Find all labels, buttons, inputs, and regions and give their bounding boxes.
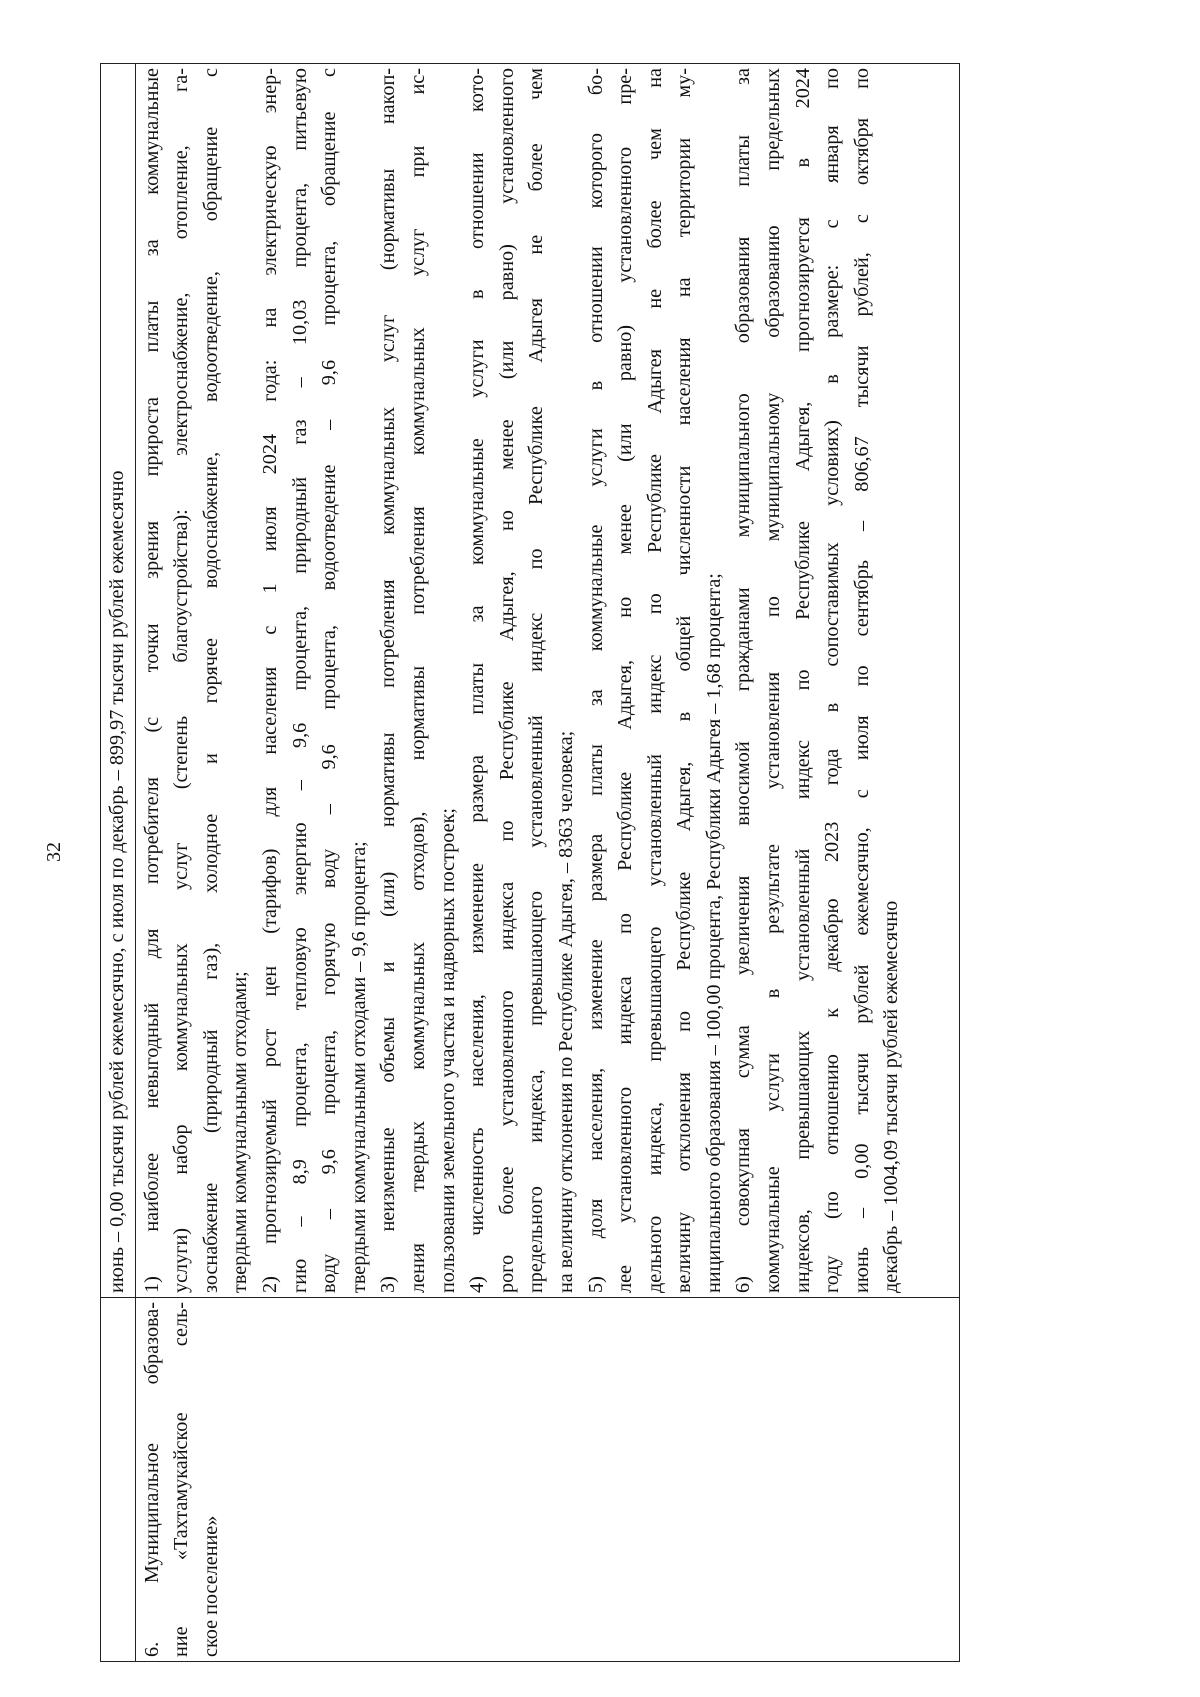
- continuation-text: июнь – 0,00 тысячи рублей ежемесячно, с июля по декабрь – 899,97 тысячи рублей ежемесячно: [106, 470, 128, 1293]
- content-line: твердыми коммунальными отходами;: [229, 971, 252, 1293]
- content-line: ниципального образования – 100,00 процента, Республики Адыгея – 1,68 процента;: [702, 573, 725, 1293]
- content-line: 6) совокупная сумма увеличения вносимой гражданами муниципального образования платы за: [732, 68, 755, 1293]
- table-row-continuation: [101, 64, 136, 1662]
- content-line: 3) неизменные объемы и (или) нормативы потребления коммунальных услуг (нормативы накоп-: [377, 68, 400, 1293]
- content-line: зоснабжение (природный газ), холодное и горячее водоснабжение, водоотведение, обращение с: [199, 68, 222, 1293]
- content-line: 2) прогнозируемый рост цен (тарифов) для населения с 1 июля 2024 года: на электрическую энер-: [258, 68, 281, 1293]
- content-line: предельного индекса, превышающего установленный индекс по Республике Адыгея не более чем: [525, 68, 548, 1293]
- content-line: рого более установленного индекса по Республике Адыгея, но менее (или равно) установленного: [495, 68, 518, 1293]
- rotated-table-container: [100, 64, 960, 1662]
- page-number: 32: [43, 842, 65, 862]
- municipality-line: ское поселение»: [199, 1515, 222, 1657]
- data-table: [100, 63, 960, 1662]
- content-line: пользовании земельного участка и надворных построек;: [436, 807, 459, 1293]
- content-line: индексов, превышающих установленный индекс по Республике Адыгея, прогнозируется в 2024: [791, 68, 814, 1293]
- content-line: 1) наиболее невыгодный для потребителя (с точки зрения прироста платы за коммунальные: [140, 68, 163, 1293]
- content-line: на величину отклонения по Республике Адыгея, – 8363 человека;: [554, 730, 577, 1293]
- table-row: [135, 64, 959, 1662]
- municipality-line: ние «Тахтамукайское сель-: [170, 1302, 193, 1657]
- content-line: 5) доля населения, изменение размера платы за коммунальные услуги в отношении которого бо-: [584, 68, 607, 1293]
- municipality-line: 6. Муниципальное образова-: [140, 1302, 163, 1657]
- content-cell: [135, 64, 959, 1298]
- content-line: июнь – 0,00 тысячи рублей ежемесячно, с июля по сентябрь – 806,67 тысячи рублей, с октября по: [850, 68, 873, 1293]
- content-line: 4) численность населения, изменение размера платы за коммунальные услуги в отношении кото-: [466, 68, 489, 1293]
- content-line: твердыми коммунальными отходами – 9,6 процента;: [347, 841, 370, 1293]
- content-line: воду – 9,6 процента, горячую воду – 9,6 процента, водоотведение – 9,6 процента, обращение с: [318, 68, 341, 1293]
- table-cell-empty: [101, 1298, 136, 1662]
- table-cell-continuation: [101, 64, 136, 1298]
- content-line: ления твердых коммунальных отходов), нормативы потребления коммунальных услуг при ис-: [406, 68, 429, 1293]
- municipality-cell: [135, 1298, 959, 1662]
- content-line: году (по отношению к декабрю 2023 года в сопоставимых условиях) в размере: с января по: [821, 68, 844, 1293]
- content-line: лее установленного индекса по Республике Адыгея, но менее (или равно) установленного пре-: [614, 68, 637, 1293]
- content-line: величину отклонения по Республике Адыгея, в общей численности населения на территории му-: [673, 68, 696, 1293]
- content-line: дельного индекса, превышающего установленный индекс по Республике Адыгея не более чем на: [643, 68, 666, 1293]
- content-line: услуги) набор коммунальных услуг (степень благоустройства): электроснабжение, отопление, га-: [170, 68, 193, 1293]
- content-line: гию – 8,9 процента, тепловую энергию – 9,6 процента, природный газ – 10,03 процента, питьевую: [288, 68, 311, 1293]
- content-line: декабрь – 1004,09 тысячи рублей ежемесячно: [880, 900, 903, 1293]
- content-line: коммунальные услуги в результате установления по муниципальному образованию предельных: [762, 68, 785, 1293]
